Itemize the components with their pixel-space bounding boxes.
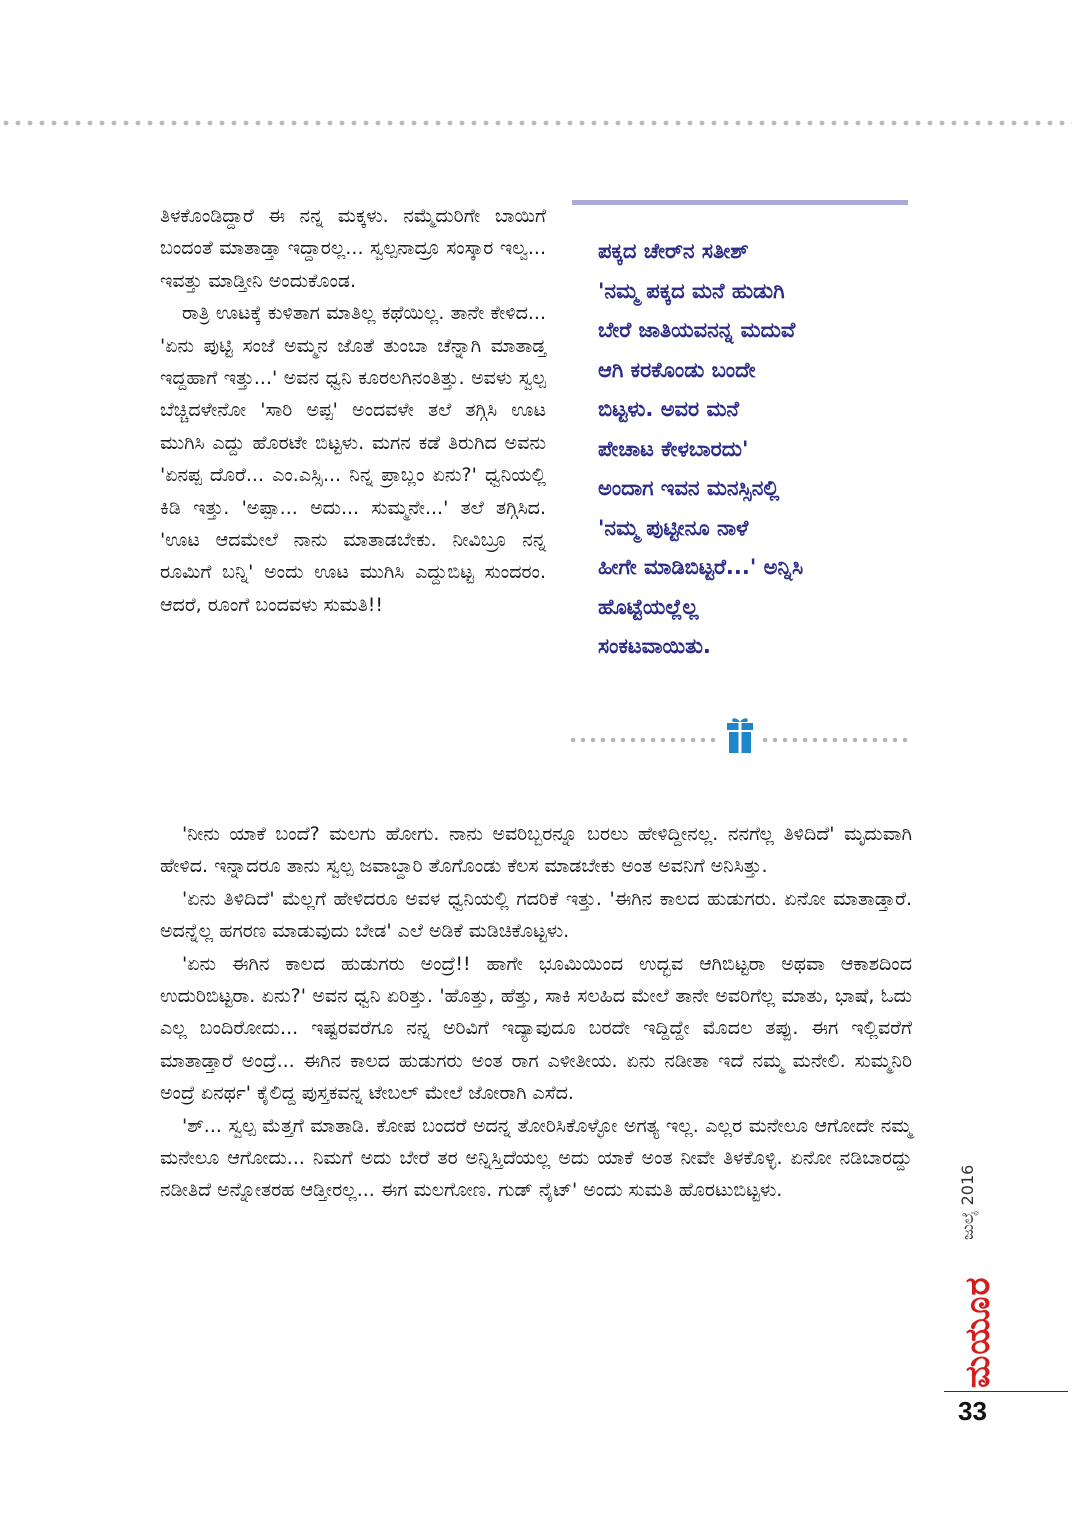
pull-quote-line: ಬೇರೆ ಜಾತಿಯವನನ್ನ ಮದುವೆ: [598, 318, 796, 342]
left-column: [160, 200, 546, 621]
pull-quote-line: ಹೊಟ್ಟೆಯಲ್ಲೆಲ್ಲ: [598, 594, 699, 619]
paragraph: 'ಏನು ತಿಳಿದಿದೆ' ಮೆಲ್ಲಗೆ ಹೇಳಿದರೂ ಅವಳ ಧ್ವನಿಯಲ್ಲಿ ಗದರಿಕೆ ಇತ್ತು. 'ಈಗಿನ ಕಾಲದ ಹುಡುಗರು. ಏನೋ ಮಾತಾಡ್ತಾರೆ. ಅದನ್ನೆಲ್ಲ ಹಗರಣ ಮಾಡುವುದು ಬೇಡ' ಎಲೆ ಅಡಿಕೆ ಮಡಿಚಿಕೊಟ್ಟಳು.: [160, 887, 912, 943]
pull-quote-line: ಪೇಚಾಟ ಕೇಳಬಾರದು': [598, 436, 749, 461]
pull-quote-line: ಪಕ್ಕದ ಚೇರ್‌ನ ಸತೀಶ್: [598, 239, 749, 263]
gift-icon: [724, 716, 756, 754]
paragraph: 'ನೀನು ಯಾಕೆ ಬಂದೆ? ಮಲಗು ಹೋಗು. ನಾನು ಅವರಿಬ್ಬರನ್ನೂ ಬರಲು ಹೇಳಿದ್ದೀನಲ್ಲ. ನನಗೆಲ್ಲ ತಿಳಿದಿದೆ' ಮೃದುವಾಗಿ ಹೇಳಿದ. ಇನ್ನಾದರೂ ತಾನು ಸ್ವಲ್ಪ ಜವಾಬ್ದಾರಿ ತೊಗೊಂಡು ಕೆಲಸ ಮಾಡಬೇಕು ಅಂತ ಅವನಿಗೆ ಅನಿಸಿತ್ತು.: [160, 823, 912, 878]
full-width-column: [160, 818, 912, 1207]
pull-quote-rule: [572, 200, 908, 205]
pull-quote-line: ಬಿಟ್ಟಳು. ಅವರ ಮನೆ: [598, 397, 739, 421]
pull-quote-line: ಹೀಗೇ ಮಾಡಿಬಿಟ್ಟರೆ...' ಅನ್ನಿಸಿ: [598, 555, 804, 579]
section-divider: [568, 716, 912, 756]
paragraph: ರಾತ್ರಿ ಊಟಕ್ಕೆ ಕುಳಿತಾಗ ಮಾತಿಲ್ಲ ಕಥೆಯಿಲ್ಲ. ತಾನೇ ಕೇಳಿದ... 'ಏನು ಪುಟ್ಟಿ ಸಂಜೆ ಅಮ್ಮನ ಜೊತೆ ತುಂಬಾ ಚೆನ್ನಾಗಿ ಮಾತಾಡ್ತ ಇದ್ದಹಾಗೆ ಇತ್ತು...' ಅವನ ಧ್ವನಿ ಕೂರಲಗಿನಂತಿತ್ತು. ಅವಳು ಸ್ವಲ್ಪ ಬೆಚ್ಚಿದಳೇನೋ 'ಸಾರಿ ಅಪ್ಪ' ಅಂದವಳೇ ತಲೆ ತಗ್ಗಿಸಿ ಊಟ ಮುಗಿಸಿ ಎದ್ದು ಹೊರಟೇ ಬಿಟ್ಟಳು. ಮಗನ ಕಡೆ ತಿರುಗಿದ ಅವನು 'ಏನಪ್ಪ ದೊರೆ... ಎಂ.ಎಸ್ಸಿ... ನಿನ್ನ ಪ್ರಾಬ್ಲಂ ಏನು?' ಧ್ವನಿಯಲ್ಲಿ ಕಿಡಿ ಇತ್ತು. 'ಅಪ್ಪಾ... ಅದು... ಸುಮ್ಮನೇ...' ತಲೆ ತಗ್ಗಿಸಿದ. 'ಊಟ ಆದಮೇಲೆ ನಾನು ಮಾತಾಡಬೇಕು. ನೀವಿಬ್ರೂ ನನ್ನ ರೂಮಿಗೆ ಬನ್ನಿ' ಅಂದು ಊಟ ಮುಗಿಸಿ ಎದ್ದುಬಿಟ್ಟ ಸುಂದರಂ. ಆದರೆ, ರೂಂಗೆ ಬಂದವಳು ಸುಮತಿ!!: [160, 302, 546, 616]
pull-quote-line: 'ನಮ್ಮ ಪಕ್ಕದ ಮನೆ ಹುಡುಗಿ: [598, 278, 785, 303]
pull-quote-line: 'ನಮ್ಮ ಪುಟ್ಟೀನೂ ನಾಳೆ: [598, 515, 749, 540]
paragraph: 'ಏನು ಈಗಿನ ಕಾಲದ ಹುಡುಗರು ಅಂದ್ರೆ!! ಹಾಗೇ ಭೂಮಿಯಿಂದ ಉದ್ಭವ ಆಗಿಬಿಟ್ಟರಾ ಅಥವಾ ಆಕಾಶದಿಂದ ಉದುರಿಬಿಟ್ಟರಾ. ಏನು?' ಅವನ ಧ್ವನಿ ಏರಿತ್ತು. 'ಹೊತ್ತು, ಹೆತ್ತು, ಸಾಕಿ ಸಲಹಿದ ಮೇಲೆ ತಾನೇ ಅವರಿಗೆಲ್ಲ ಮಾತು, ಭಾಷೆ, ಓದು ಎಲ್ಲ ಬಂದಿರೋದು... ಇಷ್ಟರವರೆಗೂ ನನ್ನ ಅರಿವಿಗೆ ಇದ್ಯಾವುದೂ ಬರದೇ ಇದ್ದಿದ್ದೇ ಮೊದಲ ತಪ್ಪು. ಈಗ ಇಲ್ಲಿವರೆಗೆ ಮಾತಾಡ್ತಾರೆ ಅಂದ್ರೆ... ಈಗಿನ ಕಾಲದ ಹುಡುಗರು ಅಂತ ರಾಗ ಎಳೀತೀಯ. ಏನು ನಡೀತಾ ಇದೆ ನಮ್ಮ ಮನೇಲಿ. ಸುಮ್ಮನಿರಿ ಅಂದ್ರೆ ಏನರ್ಥ' ಕೈಲಿದ್ದ ಪುಸ್ತಕವನ್ನ ಟೇಬಲ್ ಮೇಲೆ ಜೋರಾಗಿ ಎಸೆದ.: [160, 952, 912, 1105]
top-dotted-rule: [0, 118, 1072, 128]
paragraph: ತಿಳಕೊಂಡಿದ್ದಾರೆ ಈ ನನ್ನ ಮಕ್ಕಳು. ನಮ್ಮೆದುರಿಗೇ ಬಾಯಿಗೆ ಬಂದಂತೆ ಮಾತಾಡ್ತಾ ಇದ್ದಾರಲ್ಲ... ಸ್ವಲ್ಪನಾದ್ರೂ ಸಂಸ್ಕಾರ ಇಲ್ವ... ಇವತ್ತು ಮಾಡ್ತೀನಿ ಅಂದುಕೊಂಡ.: [160, 205, 546, 292]
paragraph: 'ಶ್... ಸ್ವಲ್ಪ ಮೆತ್ತಗೆ ಮಾತಾಡಿ. ಕೋಪ ಬಂದರೆ ಅದನ್ನ ತೋರಿಸಿಕೊಳ್ಳೋ ಅಗತ್ಯ ಇಲ್ಲ. ಎಲ್ಲರ ಮನೇಲೂ ಆಗೋದೇ ನಮ್ಮ ಮನೇಲೂ ಆಗೋದು... ನಿಮಗೆ ಅದು ಬೇರೆ ತರ ಅನ್ನಿಸ್ತಿದೆಯಲ್ಲ ಅದು ಯಾಕೆ ಅಂತ ನೀವೇ ತಿಳಕೊಳ್ಳಿ. ಏನೋ ನಡಿಬಾರದ್ದು ನಡೀತಿದೆ ಅನ್ನೋತರಹ ಆಡ್ತೀರಲ್ಲ... ಈಗ ಮಲಗೋಣ. ಗುಡ್ ನೈಟ್' ಅಂದು ಸುಮತಿ ಹೊರಟುಬಿಟ್ಟಳು.: [160, 1114, 912, 1202]
pull-quote-line: ಆಗಿ ಕರಕೊಂಡು ಬಂದೇ: [598, 357, 756, 382]
issue-date: ಜುಲೈ 2016: [958, 1164, 977, 1240]
pull-quote: [598, 232, 916, 667]
divider-dots-right: [760, 736, 910, 744]
page-number-rule: [944, 1391, 1068, 1392]
divider-dots-left: [568, 736, 718, 744]
page-number: 33: [958, 1396, 987, 1426]
pull-quote-line: ಸಂಕಟವಾಯಿತು.: [598, 634, 711, 658]
pull-quote-line: ಅಂದಾಗ ಇವನ ಮನಸ್ಸಿನಲ್ಲಿ: [598, 476, 780, 500]
magazine-logo: ಮಯೂರ: [958, 1276, 998, 1388]
